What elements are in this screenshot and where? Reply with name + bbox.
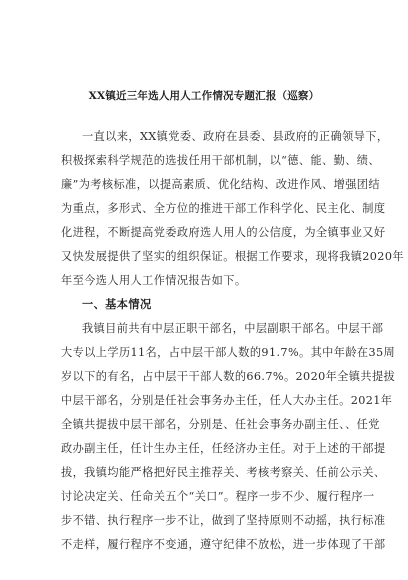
- section1-line-4: 中层干部名，分别是任社会事务办主任，任人大办主任。2021年: [61, 394, 393, 407]
- section1-line-8: 讨论决定关、任命关五个“关口”。程序一步不少、履行程序一: [61, 490, 375, 503]
- section1-line-1: 我镇目前共有中层正职干部名，中层副职干部名。中层干部: [82, 322, 384, 335]
- section1-line-9: 步不错、执行程序一步不让，做到了坚持原则不动摇，执行标准: [61, 514, 386, 527]
- intro-line-4: 为重点，多形式、全方位的推进干部工作科学化、民主化、制度: [61, 202, 386, 215]
- intro-line-7: 年至今选人用人工作情况报告如下。: [61, 274, 247, 287]
- section1-line-10: 不走样，履行程序不变通，遵守纪律不放松，进一步体现了干部: [61, 538, 386, 551]
- intro-line-1: 一直以来，XX镇党委、政府在县委、县政府的正确领导下，: [82, 130, 389, 143]
- intro-line-2: 积极探索科学规范的选拔任用干部机制，以“德、能、勤、绩、: [61, 154, 380, 167]
- section1-line-2: 大专以上学历11名，占中层干部人数的91.7%。其中年龄在35周: [61, 346, 396, 359]
- section1-line-6: 政办副主任，任计生办主任，任经济办主任。对于上述的干部提: [61, 442, 386, 455]
- intro-line-6: 又快发展提供了坚实的组织保证。根据工作要求，现将我镇2020年: [61, 250, 404, 263]
- section1-line-7: 拔，我镇均能严格把好民主推荐关、考核考察关、任前公示关、: [61, 466, 386, 479]
- section1-line-3: 岁以下的有名，占中层干干部人数的66.7%。2020年全镇共提拔: [61, 370, 396, 383]
- section1-line-5: 全镇共提拔中层干部名，分别是、任社会事务办副主任、、任党: [61, 418, 380, 431]
- section-heading-basic: 一、基本情况: [82, 297, 152, 311]
- document-title: XX镇近三年选人用人工作情况专题汇报（巡察）: [88, 90, 320, 102]
- intro-line-5: 化进程，不断提高党委政府选人用人的公信度，为全镇事业又好: [61, 226, 386, 239]
- intro-line-3: 廉”为考核标准，以提高素质、优化结构、改进作风、增强团结: [61, 178, 380, 191]
